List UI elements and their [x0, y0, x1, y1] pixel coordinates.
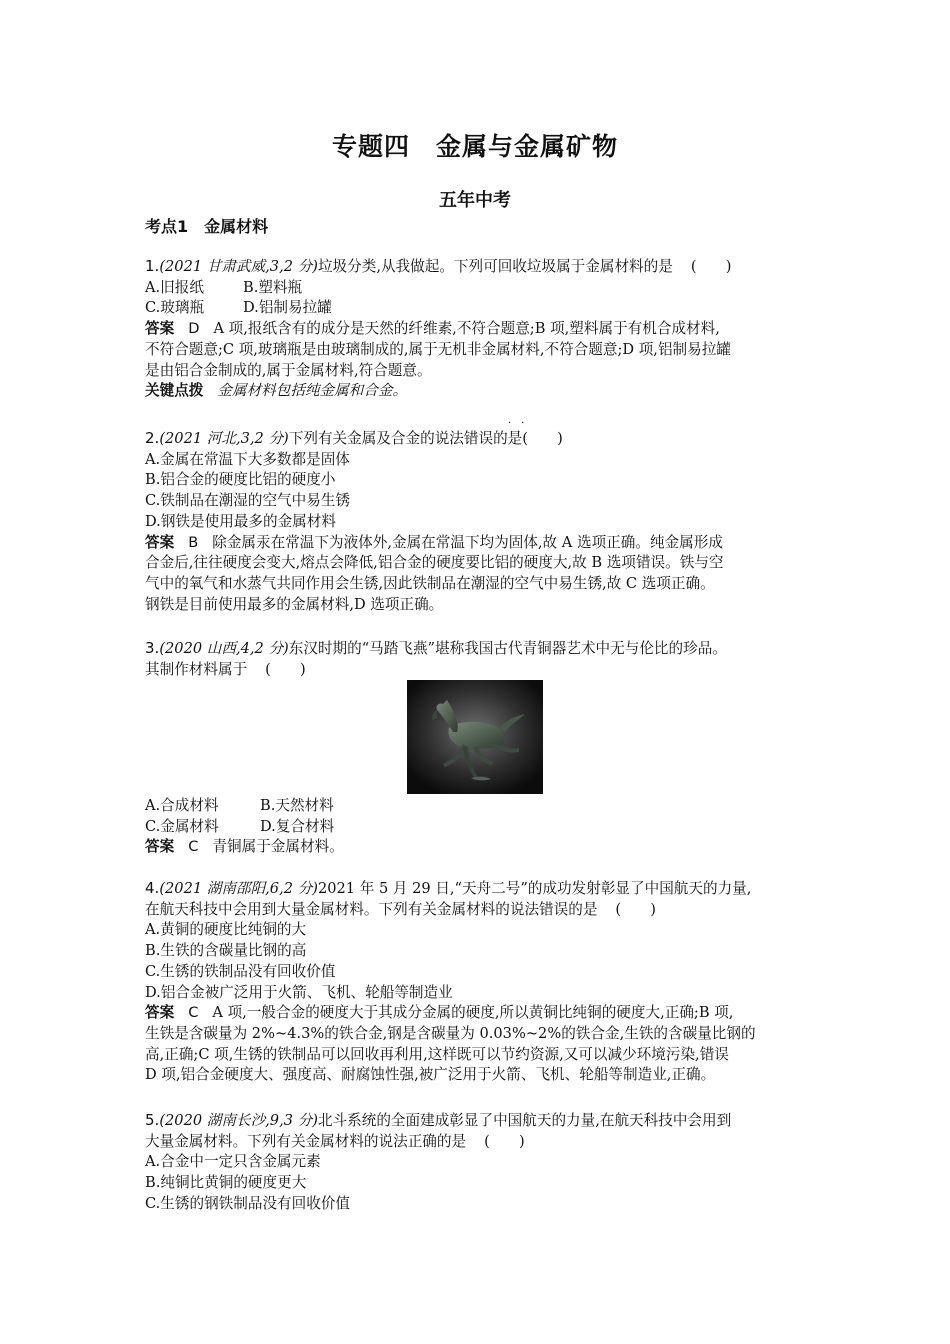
question-source: (2021 河北,3,2 分): [159, 430, 289, 447]
question-4-stem: [145, 878, 810, 900]
question-5: [145, 1110, 810, 1215]
explanation-line: 合金后,往往硬度会变大,熔点会降低,铝合金的硬度要比铝的硬度大,故 B 选项错误。铁与空: [145, 554, 724, 572]
emphasis-dots: ··: [508, 418, 535, 429]
question-text: 北斗系统的全面建成彰显了中国航天的力量,在航天科技中会用到: [317, 1112, 732, 1129]
page-subtitle: 五年中考: [439, 190, 511, 211]
answer-blank: ( ): [615, 900, 656, 918]
answer-label: 答案: [145, 320, 175, 338]
option-d: D.铝合金被广泛用于火箭、飞机、轮船等制造业: [145, 983, 453, 1001]
question-text: 下列有关金属及合金的说法错误的是: [288, 430, 523, 447]
option-d: D.铝制易拉罐: [243, 299, 332, 317]
answer-line: [145, 1003, 810, 1024]
options-row: [145, 817, 810, 838]
explanation-line: A 项,一般合金的硬度大于其成分金属的硬度,所以黄铜比纯铜的硬度大,正确;B 项,: [212, 1004, 734, 1022]
explanation-line: 除金属汞在常温下为液体外,金属在常温下均为固体,故 A 选项正确。纯金属形成: [212, 533, 723, 551]
section-heading: 考点1 金属材料: [145, 217, 269, 236]
question-number: 2.: [145, 429, 160, 447]
option-a: A.旧报纸: [145, 278, 204, 296]
question-text: 在航天科技中会用到大量金属材料。下列有关金属材料的说法错误的是: [145, 900, 598, 918]
explanation-line: D 项,铝合金硬度大、强度高、耐腐蚀性强,被广泛用于火箭、飞机、轮船等制造业,正确。: [145, 1066, 716, 1084]
options-row: [145, 298, 810, 319]
key-point-text: 金属材料包括纯金属和合金。: [217, 382, 408, 400]
option-c: C.生锈的铁制品没有回收价值: [145, 962, 336, 980]
question-text: 2021 年 5 月 29 日,“天舟二号”的成功发射彰显了中国航天的力量,: [317, 880, 752, 897]
option-b: B.塑料瓶: [243, 278, 303, 296]
option-a: A.金属在常温下大多数都是固体: [145, 450, 350, 468]
explanation-line: 生铁是含碳量为 2%~4.3%的铁合金,钢是含碳量为 0.03%~2%的铁合金,生铁的含碳量比钢的: [145, 1024, 756, 1042]
question-1-stem: [145, 256, 810, 278]
answer-line: [145, 837, 810, 858]
question-text: 大量金属材料。下列有关金属材料的说法正确的是: [145, 1132, 467, 1150]
explanation-line: 气中的氧气和水蒸气共同作用会生锈,因此铁制品在潮湿的空气中易生锈,故 C 选项正确。: [145, 574, 715, 592]
question-number: 4.: [145, 879, 160, 897]
question-2: [145, 428, 810, 615]
option-b: B.天然材料: [260, 797, 334, 814]
options-row: [145, 278, 810, 299]
answer-blank: ( ): [265, 660, 306, 678]
explanation-line: 钢铁是目前使用最多的金属材料,D 选项正确。: [145, 595, 444, 613]
answer-label: 答案: [145, 838, 175, 856]
option-c: C.铁制品在潮湿的空气中易生锈: [145, 492, 351, 510]
question-text: 东汉时期的“马踏飞燕”堪称我国古代青铜器艺术中无与伦比的珍品。: [288, 640, 727, 657]
page-title: 专题四 金属与金属矿物: [331, 132, 618, 161]
bronze-horse-image: [407, 680, 543, 794]
option-a: A.合成材料: [145, 797, 219, 814]
question-number: 5.: [145, 1111, 160, 1129]
question-1: [145, 256, 810, 402]
option-b: B.铝合金的硬度比铝的硬度小: [145, 471, 336, 489]
question-source: (2021 湖南邵阳,6,2 分): [159, 880, 318, 897]
option-c: C.玻璃瓶: [145, 299, 205, 317]
answer-blank: ( ): [690, 258, 732, 275]
answer-blank: ( ): [484, 1132, 525, 1150]
explanation-line: A 项,报纸含有的成分是天然的纤维素,不符合题意;B 项,塑料属于有机合成材料,: [213, 320, 720, 338]
answer-line: [145, 533, 810, 554]
question-text: 垃圾分类,从我做起。下列可回收垃圾属于金属材料的是: [317, 258, 673, 275]
question-source: (2020 山西,4,2 分): [159, 640, 289, 657]
question-number: 3.: [145, 639, 160, 657]
flying-horse-picture: [407, 680, 543, 794]
question-4: [145, 878, 810, 1086]
explanation-line: 高,正确;C 项,生锈的铁制品可以回收再利用,这样既可以节约资源,又可以减少环境污染,错误: [145, 1045, 729, 1063]
option-d: D.复合材料: [260, 817, 335, 835]
question-3-stem: [145, 638, 810, 660]
question-3: [145, 638, 810, 680]
answer-label: 答案: [145, 1004, 175, 1022]
option-a: A.黄铜的硬度比纯铜的大: [145, 921, 307, 939]
answer-letter: B: [188, 533, 199, 551]
question-text: 其制作材料属于: [145, 660, 248, 678]
answer-line: [145, 319, 810, 340]
option-c: C.生锈的钢铁制品没有回收价值: [145, 1194, 351, 1212]
question-source: (2021 甘肃武威,3,2 分): [159, 258, 318, 275]
key-point-label: 关键点拨: [145, 382, 204, 400]
option-c: C.金属材料: [145, 817, 219, 835]
question-3-options: [145, 796, 810, 858]
question-2-stem: [145, 428, 810, 450]
option-d: D.钢铁是使用最多的金属材料: [145, 512, 336, 530]
answer-letter: C: [188, 838, 199, 856]
answer-label: 答案: [145, 533, 175, 551]
explanation-line: 青铜属于金属材料。: [212, 838, 344, 856]
question-5-stem: [145, 1110, 810, 1132]
answer-letter: C: [188, 1004, 199, 1022]
options-row: [145, 796, 810, 817]
option-a: A.合金中一定只含金属元素: [145, 1153, 321, 1171]
option-b: B.生铁的含碳量比钢的高: [145, 942, 307, 960]
explanation-line: 不符合题意;C 项,玻璃瓶是由玻璃制成的,属于无机非金属材料,不符合题意;D 项,铝制易拉罐: [145, 340, 731, 358]
question-number: 1.: [145, 257, 160, 275]
answer-blank: ( ): [522, 430, 563, 447]
question-source: (2020 湖南长沙,9,3 分): [159, 1112, 318, 1129]
option-b: B.纯铜比黄铜的硬度更大: [145, 1174, 307, 1192]
answer-letter: D: [188, 320, 200, 338]
key-point-line: [145, 381, 810, 402]
explanation-line: 是由铝合金制成的,属于金属材料,符合题意。: [145, 361, 432, 379]
